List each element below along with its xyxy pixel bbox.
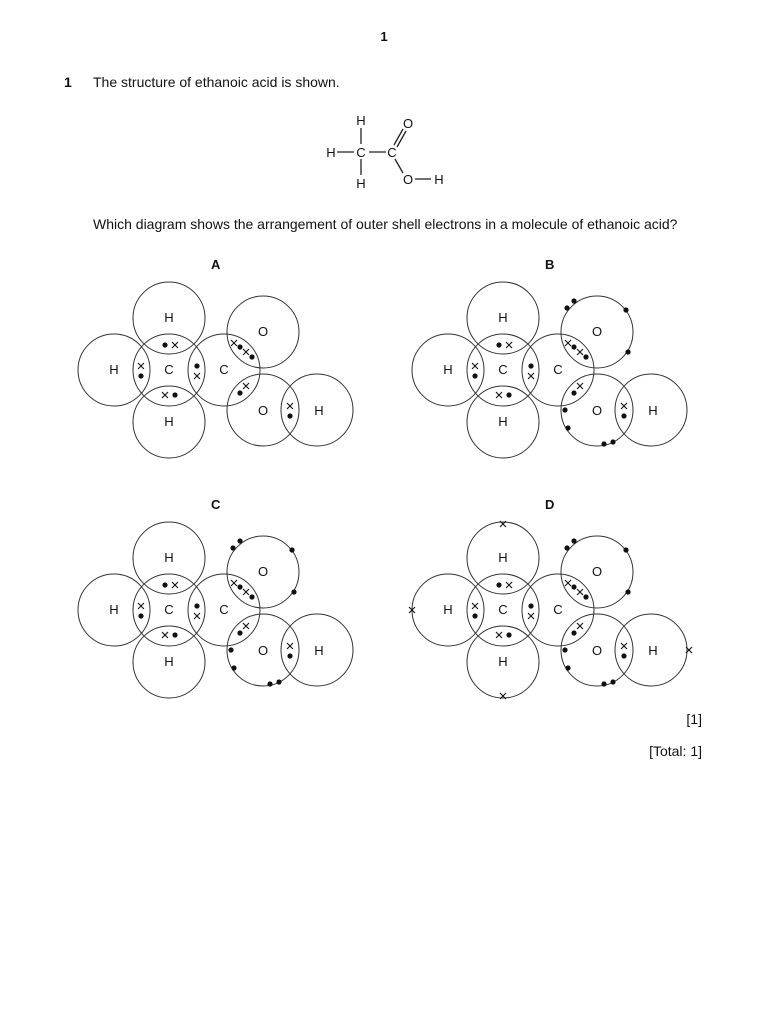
atom-symbol: H bbox=[314, 643, 324, 658]
electron-cross bbox=[577, 349, 583, 355]
atom-symbol: H bbox=[109, 362, 119, 377]
electron-cross bbox=[577, 589, 583, 595]
atom-symbol: H bbox=[164, 654, 174, 669]
dot-cross-diagram-c[interactable] bbox=[74, 520, 364, 705]
electron-dot bbox=[621, 653, 626, 658]
electron-dot bbox=[291, 589, 296, 594]
electron-dot bbox=[506, 392, 511, 397]
atom-symbol: H bbox=[648, 643, 658, 658]
atom-symbol: H bbox=[498, 550, 508, 565]
electron-dot bbox=[583, 594, 588, 599]
electron-dot bbox=[528, 603, 533, 608]
electron-dot bbox=[562, 647, 567, 652]
electron-dot bbox=[623, 547, 628, 552]
atom-symbol: H bbox=[443, 362, 453, 377]
electron-cross bbox=[162, 392, 168, 398]
atom-symbol: H bbox=[109, 602, 119, 617]
structure-atom: H bbox=[326, 145, 336, 160]
page-number: 1 bbox=[380, 29, 388, 44]
atom-symbol: O bbox=[591, 324, 603, 339]
electron-cross bbox=[506, 342, 512, 348]
electron-dot bbox=[231, 665, 236, 670]
option-label-a[interactable]: A bbox=[211, 257, 221, 272]
electron-cross bbox=[472, 603, 478, 609]
electron-cross bbox=[287, 643, 293, 649]
electron-dot bbox=[138, 373, 143, 378]
electron-dot bbox=[472, 373, 477, 378]
electron-dot bbox=[565, 665, 570, 670]
atom-symbol: C bbox=[553, 362, 563, 377]
electron-dot bbox=[237, 538, 242, 543]
electron-dot bbox=[237, 390, 242, 395]
electron-dot bbox=[249, 354, 254, 359]
structure-atom: H bbox=[356, 113, 366, 128]
atom-symbol: O bbox=[591, 564, 603, 579]
atom-symbol: H bbox=[443, 602, 453, 617]
electron-dot bbox=[249, 594, 254, 599]
electron-dot bbox=[528, 363, 533, 368]
atom-symbol: C bbox=[164, 362, 174, 377]
electron-dot bbox=[564, 545, 569, 550]
structure-atom: C bbox=[356, 145, 366, 160]
structure-atom: O bbox=[402, 116, 414, 131]
electron-dot bbox=[496, 582, 501, 587]
electron-cross bbox=[577, 623, 583, 629]
electron-dot bbox=[276, 679, 281, 684]
electron-dot bbox=[237, 630, 242, 635]
question-intro: The structure of ethanoic acid is shown. bbox=[93, 74, 340, 90]
electron-cross bbox=[577, 383, 583, 389]
atom-symbol: H bbox=[164, 310, 174, 325]
atom-symbol: C bbox=[498, 602, 508, 617]
atom-symbol: H bbox=[498, 310, 508, 325]
structure-atom: O bbox=[402, 172, 414, 187]
electron-dot bbox=[583, 354, 588, 359]
atom-symbol: H bbox=[498, 654, 508, 669]
electron-cross bbox=[243, 623, 249, 629]
electron-cross bbox=[565, 340, 571, 346]
electron-cross bbox=[243, 383, 249, 389]
marks-available: [1] bbox=[686, 711, 702, 727]
electron-dot bbox=[610, 439, 615, 444]
electron-cross bbox=[528, 373, 534, 379]
electron-cross bbox=[528, 613, 534, 619]
electron-dot bbox=[172, 632, 177, 637]
electron-dot bbox=[571, 298, 576, 303]
atom-symbol: H bbox=[164, 414, 174, 429]
option-label-d[interactable]: D bbox=[545, 497, 555, 512]
electron-dot bbox=[287, 413, 292, 418]
option-label-b[interactable]: B bbox=[545, 257, 555, 272]
atom-symbol: C bbox=[219, 602, 229, 617]
electron-dot bbox=[237, 584, 242, 589]
atom-symbol: H bbox=[498, 414, 508, 429]
electron-cross bbox=[621, 643, 627, 649]
electron-cross bbox=[496, 632, 502, 638]
structure-atom: C bbox=[387, 145, 397, 160]
electron-dot bbox=[287, 653, 292, 658]
electron-dot bbox=[496, 342, 501, 347]
electron-cross bbox=[138, 603, 144, 609]
electron-dot bbox=[564, 305, 569, 310]
electron-cross bbox=[472, 363, 478, 369]
electron-dot bbox=[571, 630, 576, 635]
electron-cross bbox=[621, 403, 627, 409]
electron-dot bbox=[571, 390, 576, 395]
electron-dot bbox=[565, 425, 570, 430]
electron-dot bbox=[623, 307, 628, 312]
dot-cross-diagram-a[interactable] bbox=[74, 280, 364, 465]
option-label-c[interactable]: C bbox=[211, 497, 221, 512]
electron-cross bbox=[194, 373, 200, 379]
structure-atom: H bbox=[356, 176, 366, 191]
dot-cross-diagram-d[interactable] bbox=[408, 520, 698, 705]
atom-symbol: C bbox=[498, 362, 508, 377]
electron-dot bbox=[172, 392, 177, 397]
electron-dot bbox=[506, 632, 511, 637]
electron-dot bbox=[625, 589, 630, 594]
electron-cross bbox=[496, 392, 502, 398]
dot-cross-diagram-b[interactable] bbox=[408, 280, 698, 465]
electron-dot bbox=[228, 647, 233, 652]
electron-dot bbox=[267, 681, 272, 686]
atom-symbol: H bbox=[648, 403, 658, 418]
atom-symbol: O bbox=[257, 403, 269, 418]
electron-cross bbox=[243, 349, 249, 355]
atom-symbol: O bbox=[591, 403, 603, 418]
electron-dot bbox=[571, 584, 576, 589]
electron-cross bbox=[231, 580, 237, 586]
electron-dot bbox=[230, 545, 235, 550]
electron-dot bbox=[194, 363, 199, 368]
atom-symbol: C bbox=[553, 602, 563, 617]
electron-cross bbox=[162, 632, 168, 638]
atom-symbol: O bbox=[591, 643, 603, 658]
electron-cross bbox=[287, 403, 293, 409]
structure-atom: H bbox=[434, 172, 444, 187]
electron-dot bbox=[289, 547, 294, 552]
atom-symbol: C bbox=[164, 602, 174, 617]
atom-symbol: H bbox=[314, 403, 324, 418]
electron-dot bbox=[625, 349, 630, 354]
electron-cross bbox=[243, 589, 249, 595]
total-marks: [Total: 1] bbox=[649, 743, 702, 759]
atom-symbol: H bbox=[164, 550, 174, 565]
electron-cross bbox=[194, 613, 200, 619]
question-number: 1 bbox=[64, 74, 72, 90]
atom-symbol: O bbox=[257, 564, 269, 579]
electron-cross bbox=[172, 582, 178, 588]
question-prompt: Which diagram shows the arrangement of outer shell electrons in a molecule of ethanoic acid? bbox=[93, 216, 678, 232]
electron-dot bbox=[601, 681, 606, 686]
electron-cross bbox=[565, 580, 571, 586]
electron-dot bbox=[162, 582, 167, 587]
atom-symbol: O bbox=[257, 643, 269, 658]
electron-dot bbox=[237, 344, 242, 349]
electron-dot bbox=[621, 413, 626, 418]
electron-dot bbox=[194, 603, 199, 608]
electron-dot bbox=[138, 613, 143, 618]
atom-symbol: O bbox=[257, 324, 269, 339]
electron-dot bbox=[472, 613, 477, 618]
ethanoic-acid-structure bbox=[318, 108, 458, 194]
electron-dot bbox=[571, 344, 576, 349]
electron-cross bbox=[231, 340, 237, 346]
electron-dot bbox=[162, 342, 167, 347]
electron-dot bbox=[562, 407, 567, 412]
electron-dot bbox=[610, 679, 615, 684]
atom-symbol: C bbox=[219, 362, 229, 377]
electron-cross bbox=[506, 582, 512, 588]
electron-dot bbox=[571, 538, 576, 543]
electron-dot bbox=[601, 441, 606, 446]
electron-cross bbox=[138, 363, 144, 369]
electron-cross bbox=[172, 342, 178, 348]
